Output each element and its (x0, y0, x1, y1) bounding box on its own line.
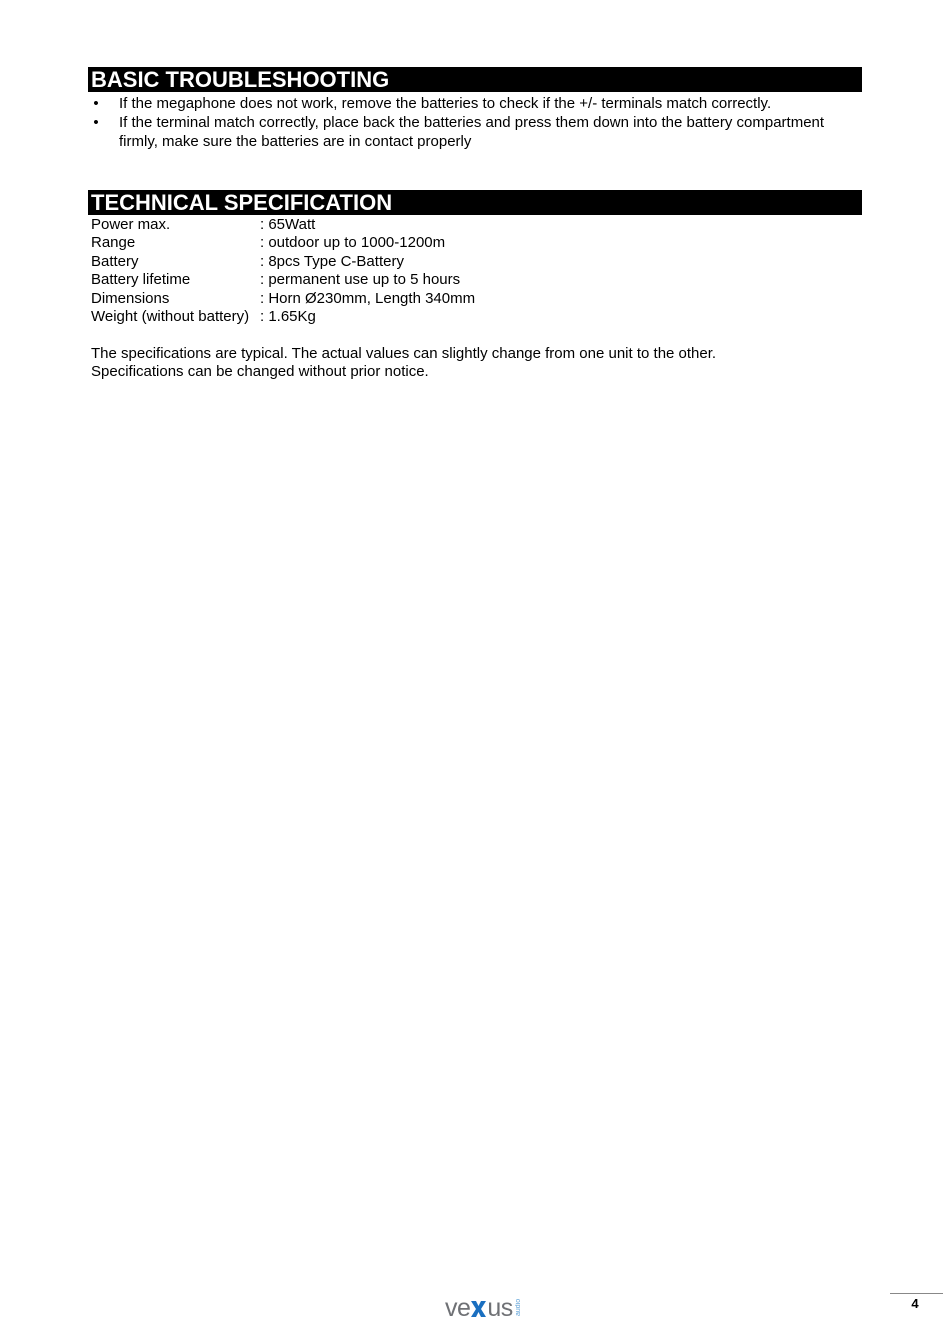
troubleshooting-heading: BASIC TROUBLESHOOTING (88, 67, 862, 92)
logo-subtitle: audio (514, 1298, 522, 1316)
spec-label: Dimensions (91, 289, 170, 307)
logo-text-left: ve (445, 1294, 471, 1322)
page-number-divider (890, 1293, 943, 1294)
spec-value: : permanent use up to 5 hours (260, 271, 461, 289)
spec-label: Weight (without battery) (91, 308, 250, 326)
bullet-icon: • (93, 114, 99, 131)
spec-label: Battery lifetime (91, 271, 191, 289)
spec-value: : 65Watt (260, 216, 316, 233)
spec-note-line: Specifications can be changed without prior notice. (91, 363, 429, 381)
spec-label: Battery (91, 252, 139, 270)
logo-wordmark (445, 1296, 513, 1320)
spec-label: Power max. (91, 216, 171, 233)
spec-row (91, 234, 475, 252)
logo-x-icon (470, 1300, 487, 1318)
spec-note (91, 345, 716, 382)
spec-row (91, 290, 475, 308)
spec-label: Range (91, 234, 136, 252)
spec-value: : Horn Ø230mm, Length 340mm (260, 289, 476, 307)
troubleshooting-bullet-text: If the terminal match correctly, place back the batteries and press them down into the battery compartment firmly, make sure the batteries are in contact properly (119, 114, 825, 150)
bullet-icon: • (93, 95, 99, 112)
spec-row (91, 253, 475, 271)
spec-row (91, 308, 475, 326)
logo-text-right: us (487, 1294, 513, 1322)
troubleshooting-bullet-text: If the megaphone does not work, remove the batteries to check if the +/- terminals match correctly. (119, 95, 772, 112)
page-number: 4 (911, 1296, 919, 1311)
troubleshooting-list (88, 94, 848, 151)
spec-row (91, 271, 475, 289)
spec-row (91, 216, 475, 234)
spec-value: : outdoor up to 1000-1200m (260, 234, 446, 252)
spec-value: : 8pcs Type C-Battery (260, 252, 404, 270)
list-item (88, 113, 848, 151)
vexus-logo (445, 1296, 522, 1320)
list-item (88, 94, 848, 113)
specification-heading: TECHNICAL SPECIFICATION (88, 190, 862, 215)
spec-note-line: The specifications are typical. The actual values can slightly change from one unit to the other. (91, 345, 717, 362)
spec-value: : 1.65Kg (260, 308, 316, 326)
spec-table (91, 216, 475, 326)
